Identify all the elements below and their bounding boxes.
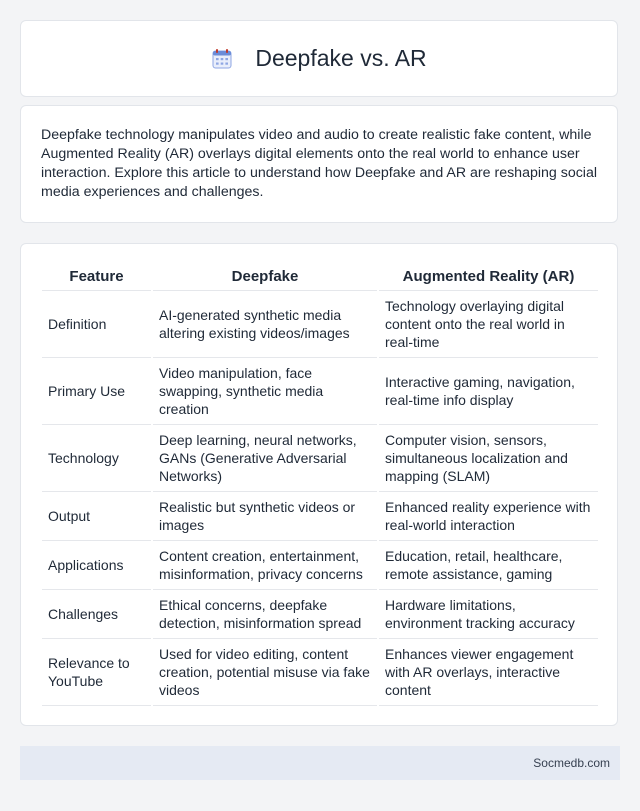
- feature-cell: Output: [42, 492, 151, 541]
- title-wrap: [211, 45, 426, 72]
- table-row: [42, 291, 598, 358]
- footer-source: Socmedb.com: [533, 756, 610, 770]
- title-card: [20, 20, 618, 97]
- feature-cell: Applications: [42, 541, 151, 590]
- feature-cell: Challenges: [42, 590, 151, 639]
- table-row: [42, 358, 598, 425]
- intro-paragraph: Deepfake technology manipulates video and audio to create realistic fake content, while Augmented Reality (AR) overlays digital elements onto the real world to enhance user interaction. Explore this article to understand how Deepfake and AR are reshaping social media experiences and challenges.: [41, 127, 597, 200]
- ar-cell: Enhanced reality experience with real-world interaction: [379, 492, 598, 541]
- intro-card: [20, 105, 618, 223]
- ar-cell: Technology overlaying digital content onto the real world in real-time: [379, 291, 598, 358]
- deepfake-cell: Video manipulation, face swapping, synthetic media creation: [153, 358, 377, 425]
- table-row: [42, 425, 598, 492]
- column-header: Feature: [42, 262, 151, 291]
- ar-cell: Education, retail, healthcare, remote assistance, gaming: [379, 541, 598, 590]
- footer-bar: [20, 746, 620, 780]
- table-row: [42, 541, 598, 590]
- table-row: [42, 590, 598, 639]
- feature-cell: Primary Use: [42, 358, 151, 425]
- comparison-table: [40, 262, 600, 706]
- calendar-icon: [211, 48, 233, 70]
- deepfake-cell: Deep learning, neural networks, GANs (Generative Adversarial Networks): [153, 425, 377, 492]
- page-title: Deepfake vs. AR: [255, 45, 427, 71]
- ar-cell: Interactive gaming, navigation, real-time info display: [379, 358, 598, 425]
- column-header: Augmented Reality (AR): [379, 262, 598, 291]
- deepfake-cell: Content creation, entertainment, misinformation, privacy concerns: [153, 541, 377, 590]
- deepfake-cell: Used for video editing, content creation, potential misuse via fake videos: [153, 639, 377, 706]
- table-header-row: [42, 262, 598, 291]
- feature-cell: Definition: [42, 291, 151, 358]
- comparison-card: [20, 243, 618, 726]
- deepfake-cell: Realistic but synthetic videos or images: [153, 492, 377, 541]
- ar-cell: Enhances viewer engagement with AR overlays, interactive content: [379, 639, 598, 706]
- ar-cell: Hardware limitations, environment tracking accuracy: [379, 590, 598, 639]
- deepfake-cell: AI-generated synthetic media altering existing videos/images: [153, 291, 377, 358]
- ar-cell: Computer vision, sensors, simultaneous localization and mapping (SLAM): [379, 425, 598, 492]
- table-row: [42, 492, 598, 541]
- feature-cell: Relevance to YouTube: [42, 639, 151, 706]
- column-header: Deepfake: [153, 262, 377, 291]
- deepfake-cell: Ethical concerns, deepfake detection, misinformation spread: [153, 590, 377, 639]
- table-row: [42, 639, 598, 706]
- feature-cell: Technology: [42, 425, 151, 492]
